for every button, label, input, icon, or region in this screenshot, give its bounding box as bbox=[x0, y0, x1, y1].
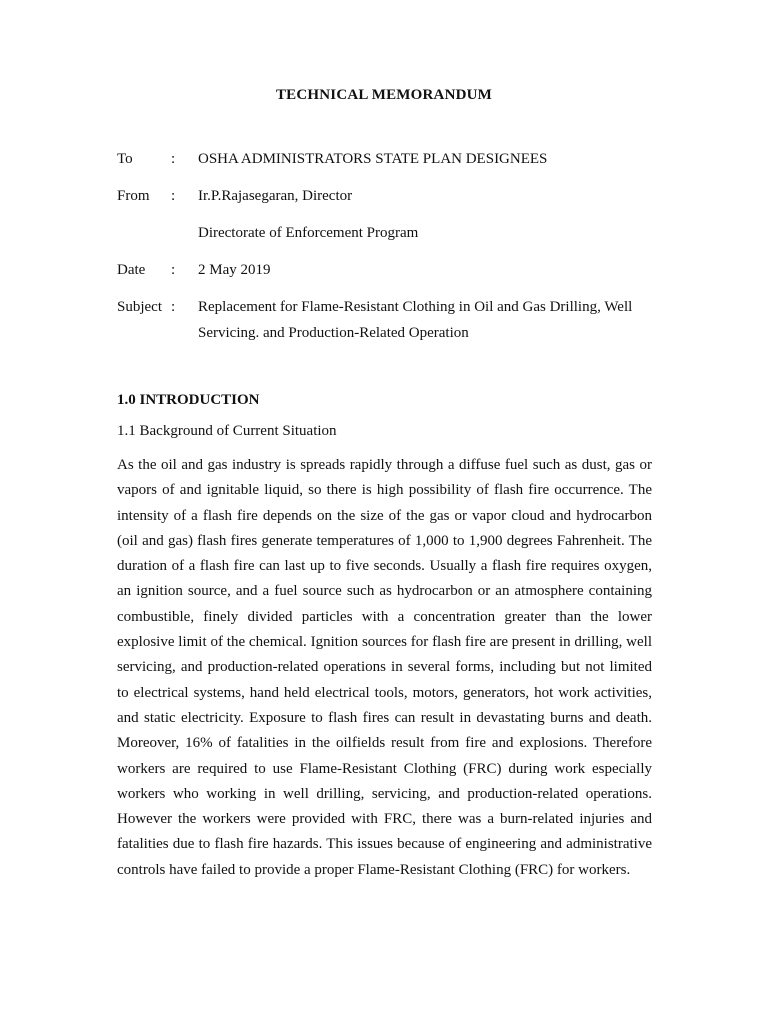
from-value: Ir.P.Rajasegaran, Director bbox=[198, 188, 353, 204]
date-value: 2 May 2019 bbox=[198, 262, 271, 278]
to-label: To bbox=[117, 151, 133, 167]
from-colon: : bbox=[171, 188, 176, 204]
section-heading: 1.0 INTRODUCTION bbox=[117, 392, 260, 408]
subject-value: Replacement for Flame-Resistant Clothing in Oil and Gas Drilling, Well Servicing. and Production-Related Operation bbox=[198, 299, 633, 341]
memo-title: TECHNICAL MEMORANDUM bbox=[275, 87, 493, 103]
date-colon: : bbox=[171, 262, 176, 278]
subsection-heading: 1.1 Background of Current Situation bbox=[117, 423, 337, 439]
date-label: Date bbox=[117, 262, 146, 278]
subject-label: Subject bbox=[117, 299, 162, 315]
from-department: Directorate of Enforcement Program bbox=[198, 225, 419, 241]
to-colon: : bbox=[171, 151, 176, 167]
from-label: From bbox=[117, 188, 150, 204]
body-paragraph: As the oil and gas industry is spreads rapidly through a diffuse fuel such as dust, gas or vapors of and ignitable liquid, so there is high possibility of flash fire occurrence. The intensity of a flash fire depends on the size of the gas or vapor cloud and hydrocarbon (oil and gas) flash fires generate temperatures of 1,000 to 1,900 degrees Fahrenheit. The duration of a flash fire can last up to five seconds. Usually a flash fire requires oxygen, an ignition source, and a fuel source such as hydrocarbon or an atmosphere containing combustible, finely divided particles with a concentration greater than the lower explosive limit of the chemical. Ignition sources for flash fire are present in drilling, well servicing, and production-related operations in several forms, including but not limited to electrical systems, hand held electrical tools, motors, generators, hot work activities, and static electricity. Exposure to flash fires can result in devastating burns and death. Moreover, 16% of fatalities in the oilfields result from fire and explosions. Therefore workers are required to use Flame-Resistant Clothing (FRC) during work especially workers who working in well drilling, servicing, and production-related operations. However the workers were provided with FRC, there was a burn-related injuries and fatalities due to flash fire hazards. This issues because of engineering and administrative controls have failed to provide a proper Flame-Resistant Clothing (FRC) for workers. bbox=[117, 457, 652, 878]
to-value: OSHA ADMINISTRATORS STATE PLAN DESIGNEES bbox=[198, 151, 548, 167]
subject-colon: : bbox=[171, 299, 176, 315]
